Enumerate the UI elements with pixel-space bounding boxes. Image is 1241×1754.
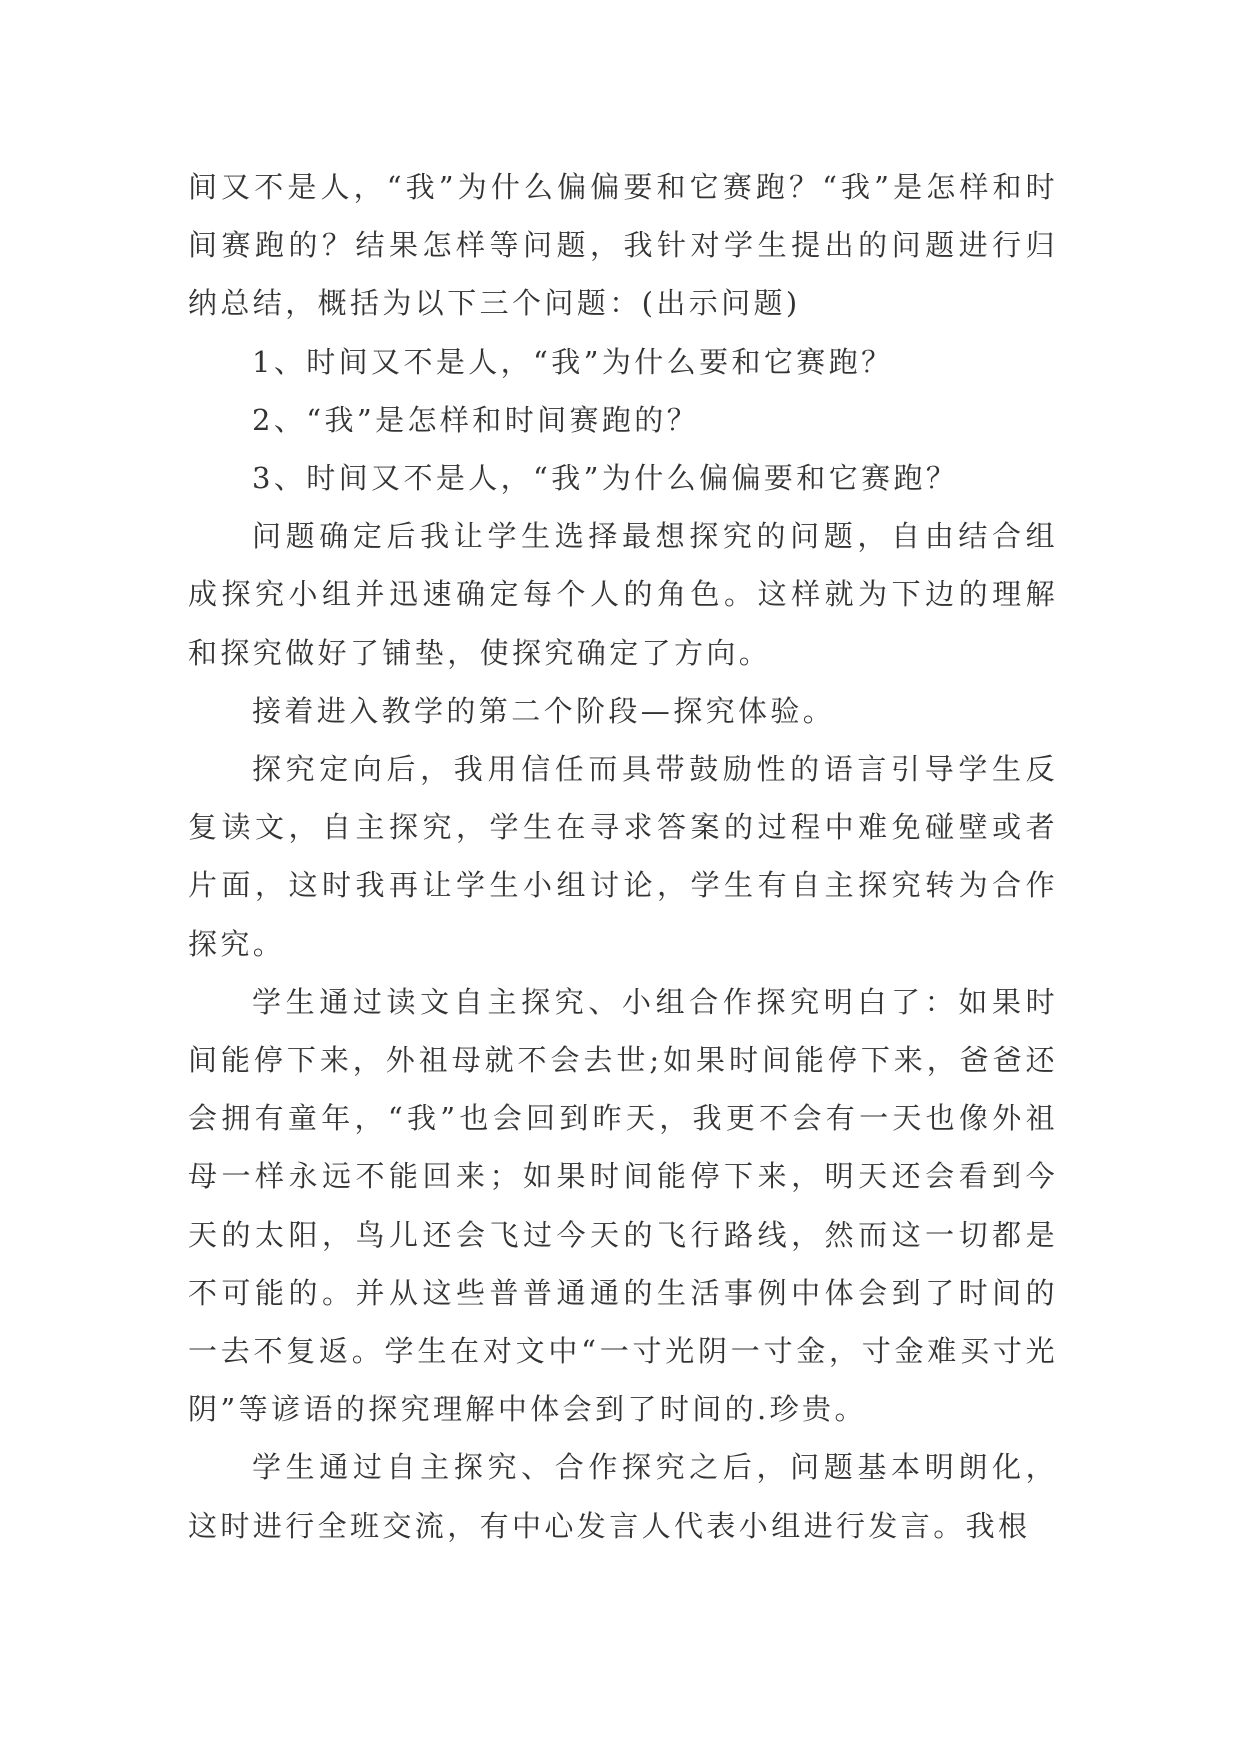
question-item-3: 3、时间又不是人，“我”为什么偏偏要和它赛跑？	[252, 461, 959, 496]
question-item-1: 1、时间又不是人，“我”为什么要和它赛跑？	[252, 344, 894, 379]
paragraph-class-exchange: 学生通过自主探究、合作探究之后，问题基本明朗化，这时进行全班交流，有中心发言人代表小组进行发言。我根	[188, 1450, 1058, 1543]
paragraph-exploration: 探究定向后，我用信任而具带鼓励性的语言引导学生反复读文，自主探究，学生在寻求答案的过程中难免碰壁或者片面，这时我再让学生小组讨论，学生有自主探究转为合作探究。	[188, 752, 1058, 961]
paragraph-stage-two: 接着进入教学的第二个阶段—探究体验。	[252, 693, 836, 728]
paragraph-findings: 学生通过读文自主探究、小组合作探究明白了：如果时间能停下来，外祖母就不会去世;如果时间能停下来，爸爸还会拥有童年，“我”也会回到昨天，我更不会有一天也像外祖母一样永远不能回来；如果时间能停下来，明天还会看到今天的太阳，鸟儿还会飞过今天的飞行路线，然而这一切都是不可能的。并从这些普普通通的生活事例中体会到了时间的一去不复返。学生在对文中“一寸光阴一寸金，寸金难买寸光阴”等谚语的探究理解中体会到了时间的.珍贵。	[188, 984, 1058, 1427]
paragraph-continuation: 间又不是人，“我”为什么偏偏要和它赛跑？“我”是怎样和时间赛跑的？结果怎样等问题，我针对学生提出的问题进行归纳总结，概括为以下三个问题：(出示问题)	[188, 170, 1058, 321]
paragraph-grouping: 问题确定后我让学生选择最想探究的问题，自由结合组成探究小组并迅速确定每个人的角色。这样就为下边的理解和探究做好了铺垫，使探究确定了方向。	[188, 519, 1058, 670]
document-body	[188, 158, 1058, 1555]
question-item-2: 2、“我”是怎样和时间赛跑的？	[252, 402, 700, 437]
